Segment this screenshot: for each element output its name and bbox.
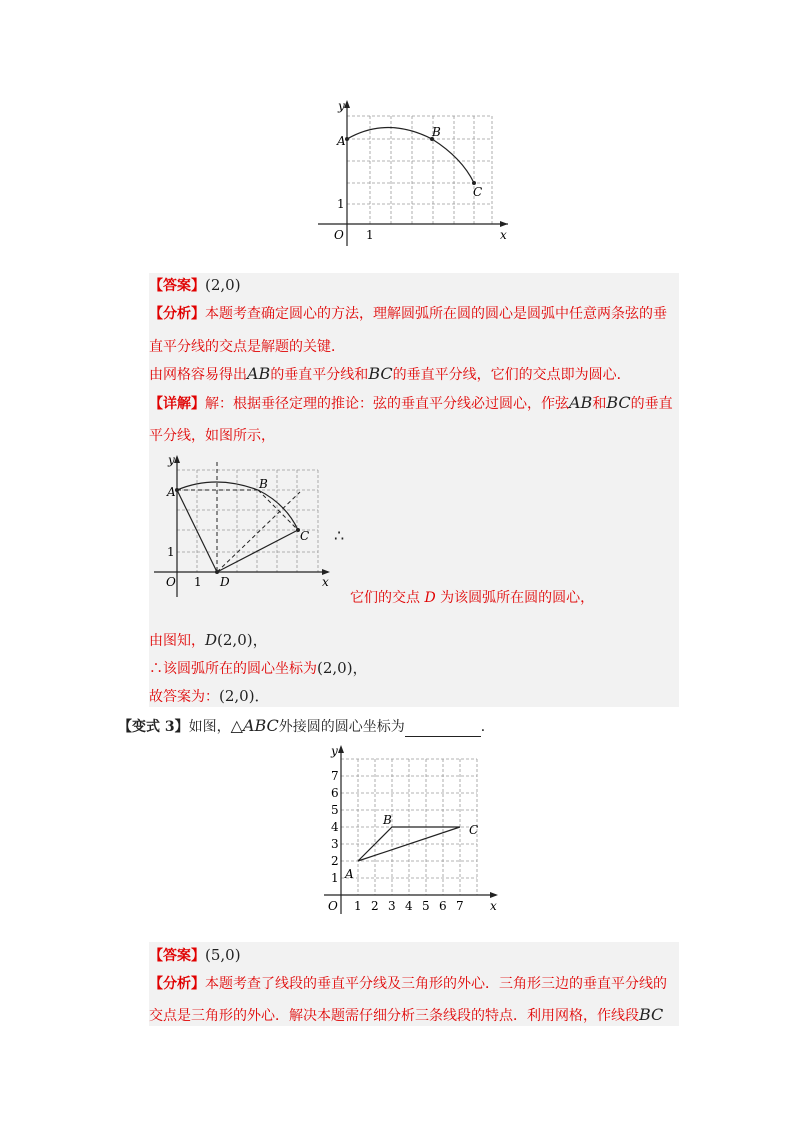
origin-label: O [328,899,338,913]
y-tick-3: 3 [331,837,339,851]
y-tick-1: 1 [167,545,175,559]
segment-ab: AB [247,364,271,383]
answer-line-1 [149,275,241,296]
analysis-line-3 [149,364,631,385]
analysis-2-text-2: 交点是三角形的外心．解决本题需仔细分析三条线段的特点．利用网格，作线段 [149,1008,639,1024]
x-axis-label: x [322,575,329,589]
analysis-2-line-2 [149,1005,663,1026]
segment-bc-2: BC [639,1005,664,1024]
y-axis-label: y [338,99,345,113]
detail-tag: 【详解】 [149,396,205,412]
variant-3-tag: 【变式 3】 [118,719,189,735]
y-tick-1: 1 [331,871,339,885]
origin-label: O [166,575,176,589]
x-tick-1: 1 [354,899,362,913]
analysis-text-2: 直平分线的交点是解题的关键． [149,339,345,355]
y-axis-label: y [168,453,175,467]
analysis-2-text-1: 本题考查了线段的垂直平分线及三角形的外心．三角形三边的垂直平分线的 [205,976,667,992]
detail-text-6b: (2,0)． [219,687,270,705]
x-tick-2: 2 [371,899,379,913]
figure-arc-grid [312,96,518,252]
analysis-text-1: 本题考查确定圆心的方法，理解圆弧所在圆的圆心是圆弧中任意两条弦的垂 [205,306,667,322]
detail-text-1c: 的垂直 [630,396,673,412]
x-tick-6: 6 [439,899,447,913]
variant-3-question [118,716,495,737]
chord-ab: AB [569,393,593,412]
analysis-line-1 [149,304,667,324]
answer-blank[interactable] [405,722,481,737]
point-d-inline: D [424,590,436,606]
answer-tag: 【答案】 [149,278,205,294]
point-d-coord: D [205,631,218,649]
x-tick-4: 4 [405,899,413,913]
variant-3-end: ． [480,719,495,735]
point-d-label: D [220,575,230,589]
origin-label: O [334,228,344,242]
detail-text-6a: 故答案为： [149,689,219,705]
segment-bc: BC [368,364,393,383]
detail-text-4a: 由图知， [149,633,205,649]
therefore-text: ∴ [334,526,345,545]
y-tick-1: 1 [337,197,345,211]
side-text-a: 它们的交点 [350,590,425,606]
detail-line-1 [149,393,673,414]
figure-triangle-grid [316,742,506,918]
analysis-tag-2: 【分析】 [149,976,205,992]
triangle-symbol: △ [230,716,243,735]
detail-text-1b: 和 [592,396,607,412]
x-axis-label: x [500,228,507,242]
answer-line-2 [149,945,241,966]
side-text-b: 为该圆弧所在圆的圆心， [435,590,595,606]
x-tick-1: 1 [366,228,374,242]
y-tick-7: 7 [331,769,339,783]
point-a-label: A [345,867,354,881]
detail-line-4 [149,630,268,651]
x-tick-3: 3 [388,899,396,913]
detail-text-5b: (2,0)， [317,659,368,677]
chord-bc: BC [606,393,631,412]
y-tick-2: 2 [331,854,339,868]
detail-text-1a: 解：根据垂径定理的推论：弦的垂直平分线必过圆心，作弦 [205,396,569,412]
point-b-label: B [259,477,268,491]
answer-tag-2: 【答案】 [149,948,205,964]
triangle-abc: ABC [242,716,279,735]
point-b-label: B [432,125,441,139]
answer-value: (2,0) [205,276,241,294]
detail-side-text [350,588,594,608]
detail-line-2 [149,426,275,446]
analysis-text-3a: 由网格容易得出 [149,367,247,383]
variant-3-text-a: 如图， [188,719,231,735]
y-axis-label: y [331,744,338,758]
detail-line-5 [149,658,368,679]
point-a-label: A [167,485,176,499]
x-axis-label: x [490,899,497,913]
analysis-text-3b: 的垂直平分线和 [270,367,369,383]
detail-text-4b: (2,0)， [217,631,268,649]
variant-3-text-b: 外接圆的圆心坐标为 [278,719,405,735]
therefore-symbol [334,526,344,546]
detail-text-2: 平分线，如图所示， [149,428,275,444]
detail-text-5a: ∴该圆弧所在的圆心坐标为 [149,661,317,677]
point-c-label: C [469,823,479,837]
y-tick-4: 4 [331,820,339,834]
y-tick-6: 6 [331,786,339,800]
analysis-line-2 [149,337,345,357]
x-tick-5: 5 [422,899,430,913]
y-tick-5: 5 [331,803,339,817]
analysis-text-3c: 的垂直平分线，它们的交点即为圆心． [392,367,631,383]
point-b-label: B [383,813,392,827]
answer-value-2: (5,0) [205,946,241,964]
x-tick-1: 1 [194,575,202,589]
point-a-label: A [337,134,346,148]
point-c-label: C [300,529,310,543]
analysis-2-line-1 [149,974,667,994]
point-c-label: C [473,185,483,199]
analysis-tag: 【分析】 [149,306,205,322]
x-tick-7: 7 [456,899,464,913]
figure-perpendicular-bisectors [150,452,340,600]
detail-line-6 [149,686,270,707]
